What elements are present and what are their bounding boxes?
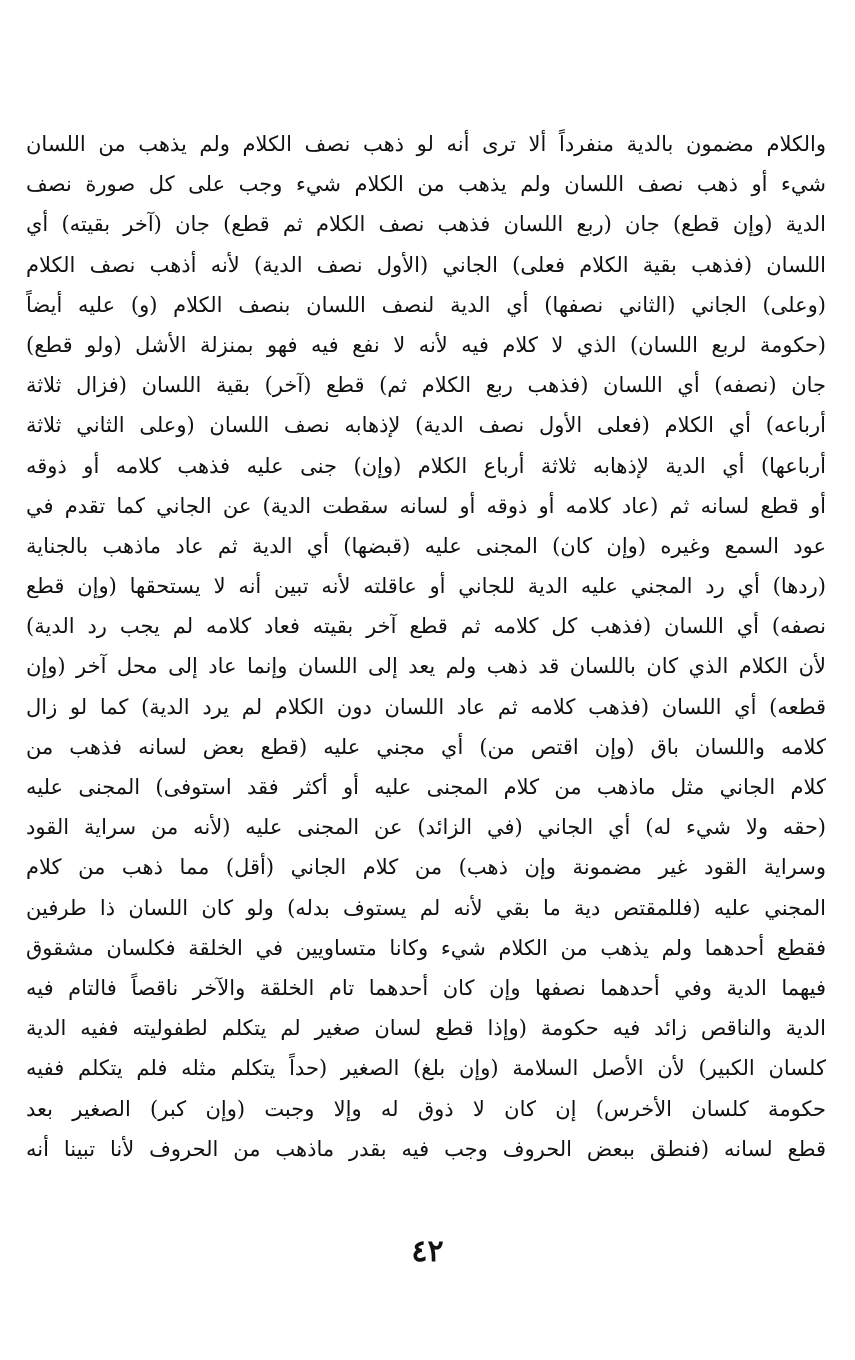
text-line: أو قطع لسانه ثم (عاد كلامه أو ذوقه أو لسانه سقطت الدية) عن الجاني كما تقدم في <box>26 493 826 518</box>
text-line: أرباعه) أي الكلام (فعلى الأول نصف الدية) لإذهابه نصف اللسان (وعلى الثاني ثلاثة <box>26 413 826 438</box>
text-line: الدية والناقص زائد فيه حكومة (وإذا قطع لسان صغير لم يتكلم لطفوليته ففيه الدية <box>26 1016 826 1041</box>
text-line: (حقه ولا شيء له) أي الجاني (في الزائد) عن المجنى عليه (لأنه من سراية القود <box>26 815 826 840</box>
text-line: كلام الجاني مثل ماذهب من كلام المجنى عليه أو أكثر فقد استوفى) المجنى عليه <box>26 775 826 799</box>
text-line: (وعلى) الجاني (الثاني نصفها) أي الدية لنصف اللسان بنصف الكلام (و) عليه أيضاً <box>26 292 826 317</box>
text-line: المجني عليه (فللمقتص دية ما بقي لأنه لم يستوف بدله) ولو كان اللسان ذا طرفين <box>26 895 826 920</box>
text-line: قطع لسانه (فنطق ببعض الحروف وجب فيه بقدر ماذهب من الحروف لأنا تبينا أنه <box>26 1136 826 1161</box>
text-line: شيء أو ذهب نصف اللسان ولم يذهب من الكلام شيء وجب على كل صورة نصف <box>26 172 826 197</box>
text-line: فيهما الدية وفي أحدهما نصفها وإن كان أحدهما تام الخلقة والآخر ناقصاً فالتام فيه <box>26 975 826 1000</box>
text-line: كلامه واللسان باق (وإن اقتص من) أي مجني عليه (قطع بعض لسانه فذهب من <box>26 734 826 759</box>
text-line: نصفه) أي اللسان (فذهب كل كلامه ثم قطع آخر بقيته فعاد كلامه لم يجب رد الدية) <box>26 614 826 639</box>
text-line: حكومة كلسان الأخرس) إن كان لا ذوق له وإلا وجبت (وإن كبر) الصغير بعد <box>26 1096 826 1121</box>
text-line: (حكومة لربع اللسان) الذي لا كلام فيه لأنه لا نفع فيه فهو بمنزلة الأشل (ولو قطع) <box>26 332 826 357</box>
text-line: قطعه) أي اللسان (فذهب كلامه ثم عاد اللسان دون الكلام لم يرد الدية) كما لو زال <box>26 694 826 719</box>
text-line: كلسان الكبير) لأن الأصل السلامة (وإن بلغ) الصغير (حداً يتكلم مثله فلم يتكلم ففيه <box>26 1056 826 1081</box>
text-line: اللسان (فذهب بقية الكلام فعلى) الجاني (الأول نصف الدية) لأنه أذهب نصف الكلام <box>26 252 826 277</box>
text-line: (ردها) أي رد المجني عليه الدية للجاني أو عاقلته لأنه تبين أنه لا يستحقها (وإن قطع <box>26 574 826 599</box>
text-line: لأن الكلام الذي كان باللسان قد ذهب ولم يعد إلى اللسان وإنما عاد إلى محل آخر (وإن <box>26 654 826 679</box>
page-number: ٤٢ <box>411 1234 444 1269</box>
text-line: والكلام مضمون بالدية منفرداً ألا ترى أنه لو ذهب نصف الكلام ولم يذهب من اللسان <box>26 132 826 156</box>
text-line: فقطع أحدهما ولم يذهب من الكلام شيء وكانا متساويين في الخلقة فكلسان مشقوق <box>26 935 826 960</box>
text-line: جان (نصفه) أي اللسان (فذهب ربع الكلام ثم) قطع (آخر) بقية اللسان (فزال ثلاثة <box>26 373 826 398</box>
text-line: أرباعها) أي الدية لإذهابه ثلاثة أرباع الكلام (وإن) جنى عليه فذهب كلامه أو ذوقه <box>26 453 826 478</box>
body-text <box>26 124 826 1169</box>
text-line: الدية (وإن قطع) جان (ربع اللسان فذهب نصف الكلام ثم قطع) جان (آخر بقيته) أي <box>26 212 826 237</box>
text-line: وسراية القود غير مضمونة وإن ذهب) من كلام الجاني (أقل) مما ذهب من كلام <box>26 855 826 880</box>
text-line: عود السمع وغيره (وإن كان) المجنى عليه (قبضها) أي الدية ثم عاد ماذهب بالجناية <box>26 533 826 558</box>
